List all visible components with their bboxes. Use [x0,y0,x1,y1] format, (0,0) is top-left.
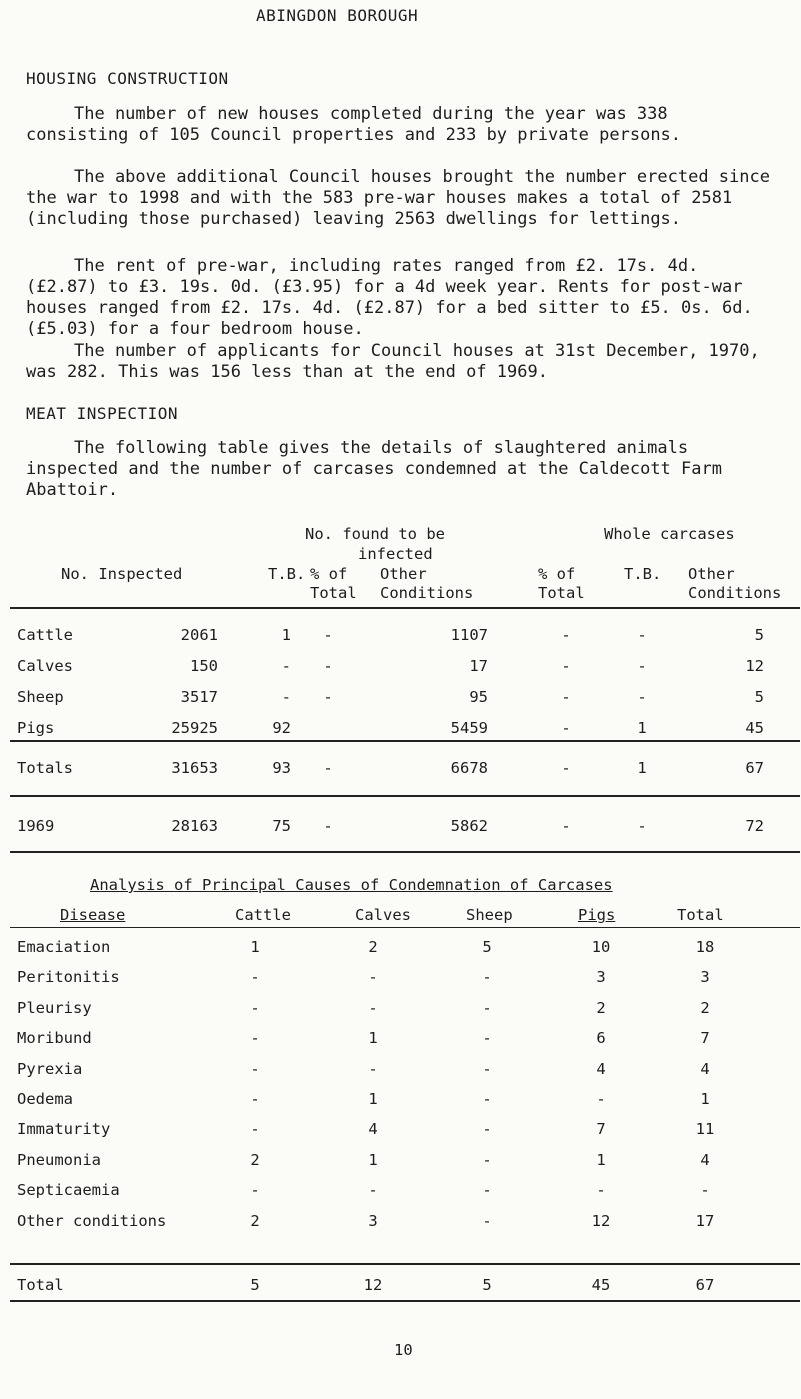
header-tb: T.B. [268,565,306,583]
header-whole-carcases: Whole carcases [604,525,735,543]
cell-pigs: 12 [591,1211,611,1230]
cell-calves: - [368,968,378,987]
cell-inspected: 28163 [171,817,218,835]
cell-other: 95 [469,688,488,706]
cell-inspected: 31653 [171,759,218,777]
header-found-infected-1: No. found to be [305,525,445,543]
cell-tb: - [281,688,291,706]
cell-sheep: - [482,1029,492,1048]
cell-other2: 12 [745,657,764,675]
cell-pigs: 3 [596,968,606,987]
cell-tb2: - [637,657,647,675]
cell-total: 4 [700,1059,710,1078]
meat-paragraph [26,438,774,501]
cell-calves: - [368,998,378,1017]
cell-total: 3 [700,968,710,987]
cell-sheep: - [482,968,492,987]
header-pct-total-1: Total [310,584,357,602]
cell-sheep: - [482,1059,492,1078]
cell-total: 67 [695,1276,715,1294]
cell-sheep: 5 [482,1276,492,1294]
cell-calves: 1 [368,1029,378,1048]
table-rule [10,795,800,797]
cell-tb2: 1 [637,759,647,777]
row-label: Septicaemia [17,1181,120,1200]
cell-tb: 1 [281,626,291,644]
cell-pct2: - [561,719,571,737]
table-rule [10,1300,800,1302]
cell-other: 1107 [450,626,488,644]
row-label: Pyrexia [17,1059,83,1078]
cell-calves: 2 [368,938,378,956]
row-label: Totals [17,759,73,777]
meat-text: The following table gives the details of slaughtered animals inspected and the number of carcases condemned at the Caldecott Farm Abattoir. [26,438,722,500]
cell-total: - [700,1181,710,1200]
row-label: Immaturity [17,1120,111,1139]
cell-inspected: 2061 [180,626,218,644]
header-pct-of-2: % of [538,565,576,583]
row-label: Other conditions [17,1211,167,1230]
cell-pct: - [323,759,333,777]
cell-calves: 12 [363,1276,383,1294]
cell-pigs: 1 [596,1150,606,1169]
cell-other: 5862 [450,817,488,835]
housing-text-4: The number of applicants for Council houses at 31st December, 1970, was 282. This was 156 less than at the end of 1969. [26,341,760,382]
cell-inspected: 25925 [171,719,218,737]
analysis-title: Analysis of Principal Causes of Condemnation of Carcases [90,876,613,894]
cell-calves: 1 [368,1090,378,1108]
row-label: Sheep [17,688,64,706]
header-found-infected-2: infected [358,545,433,563]
cell-pigs: 2 [596,998,606,1017]
col-cattle: Cattle [235,906,291,924]
col-calves: Calves [355,906,411,924]
cell-total: 4 [700,1150,710,1169]
row-label: 1969 [17,817,55,835]
table-rule [10,607,800,609]
cell-calves: 4 [368,1120,378,1139]
cell-pct2: - [561,817,571,835]
cell-pct2: - [561,688,571,706]
cell-total: 7 [700,1029,710,1048]
row-label: Cattle [17,626,73,644]
cell-calves: 3 [368,1211,378,1230]
row-label: Oedema [17,1090,73,1108]
cell-cattle: 2 [250,1211,260,1230]
cell-pigs: - [596,1090,606,1108]
cell-total: 1 [700,1090,710,1108]
cell-other2: 72 [745,817,764,835]
cell-pigs: 6 [596,1029,606,1048]
cell-other2: 5 [754,626,764,644]
cell-other: 6678 [450,759,488,777]
header-conditions-1: Conditions [380,584,474,602]
col-sheep: Sheep [466,906,513,924]
row-label: Peritonitis [17,968,120,987]
cell-cattle: 2 [250,1150,260,1169]
header-pct-of-1: % of [310,565,348,583]
cell-sheep: - [482,1120,492,1139]
row-label: Pigs [17,719,55,737]
table-rule [10,1263,800,1265]
cell-sheep: - [482,1181,492,1200]
housing-text-3: The rent of pre-war, including rates ranged from £2. 17s. 4d. (£2.87) to £3. 19s. 0d. (£3.95) for a 4d week year. Rents for post-war houses ranged from £2. 17s. 4d. (£2.87) for a bed sitter to £5. 0s. 6d. (£5.03) for a four bedroom house. [26,256,753,339]
cell-pigs: 4 [596,1059,606,1078]
housing-paragraph-4 [26,341,774,383]
cell-other2: 67 [745,759,764,777]
cell-cattle: - [250,1120,260,1139]
cell-tb: 93 [272,759,291,777]
cell-sheep: - [482,1090,492,1108]
cell-other2: 5 [754,688,764,706]
cell-cattle: - [250,998,260,1017]
cell-cattle: 1 [250,938,260,956]
row-label: Pleurisy [17,998,92,1017]
cell-pigs: - [596,1181,606,1200]
cell-pigs: 45 [591,1276,611,1294]
cell-total: 17 [695,1211,715,1230]
cell-other2: 45 [745,719,764,737]
cell-pct: - [323,817,333,835]
cell-pct2: - [561,626,571,644]
cell-cattle: - [250,1181,260,1200]
page-title: ABINGDON BOROUGH [256,6,419,25]
housing-text-1: The number of new houses completed during the year was 338 consisting of 105 Council properties and 233 by private persons. [26,104,682,145]
header-pct-total-2: Total [538,584,585,602]
cell-sheep: - [482,998,492,1017]
cell-tb: 92 [272,719,291,737]
cell-pct: - [323,688,333,706]
cell-tb2: - [637,817,647,835]
row-label: Total [17,1276,64,1294]
cell-calves: 1 [368,1150,378,1169]
cell-cattle: 5 [250,1276,260,1294]
cell-total: 18 [695,938,715,956]
cell-pct2: - [561,759,571,777]
cell-pigs: 7 [596,1120,606,1139]
cell-cattle: - [250,968,260,987]
cell-other: 5459 [450,719,488,737]
header-other-1: Other [380,565,427,583]
col-pigs: Pigs [578,906,616,924]
cell-cattle: - [250,1090,260,1108]
table-rule [10,851,800,853]
cell-cattle: - [250,1059,260,1078]
table-rule [10,740,800,742]
cell-tb: - [281,657,291,675]
cell-tb: 75 [272,817,291,835]
col-disease: Disease [60,906,126,924]
cell-tb2: - [637,626,647,644]
cell-pct: - [323,626,333,644]
page-number: 10 [394,1341,413,1359]
housing-paragraph-2 [26,167,774,230]
cell-sheep: - [482,1211,492,1230]
cell-cattle: - [250,1029,260,1048]
cell-sheep: 5 [482,938,492,956]
housing-heading: HOUSING CONSTRUCTION [26,69,229,88]
cell-tb2: - [637,688,647,706]
col-total: Total [677,906,724,924]
cell-inspected: 3517 [180,688,218,706]
cell-calves: - [368,1059,378,1078]
cell-total: 2 [700,998,710,1017]
meat-heading: MEAT INSPECTION [26,404,178,423]
row-label: Pneumonia [17,1150,101,1169]
cell-calves: - [368,1181,378,1200]
header-other-2: Other [688,565,735,583]
header-tb-2: T.B. [624,565,662,583]
cell-total: 11 [695,1120,715,1139]
cell-pigs: 10 [591,938,611,956]
row-label: Moribund [17,1029,92,1048]
cell-sheep: - [482,1150,492,1169]
header-no-inspected: No. Inspected [61,565,183,583]
cell-inspected: 150 [190,657,218,675]
housing-paragraph-1 [26,104,774,146]
table-rule [10,927,800,928]
housing-paragraph-3 [26,256,774,340]
cell-other: 17 [469,657,488,675]
cell-pct: - [323,657,333,675]
cell-tb2: 1 [637,719,647,737]
header-conditions-2: Conditions [688,584,782,602]
row-label: Emaciation [17,938,111,956]
cell-pct2: - [561,657,571,675]
row-label: Calves [17,657,73,675]
housing-text-2: The above additional Council houses brought the number erected since the war to 1998 and with the 583 pre-war houses makes a total of 2581 (including those purchased) leaving 2563 dwellings for lettings. [26,167,770,229]
